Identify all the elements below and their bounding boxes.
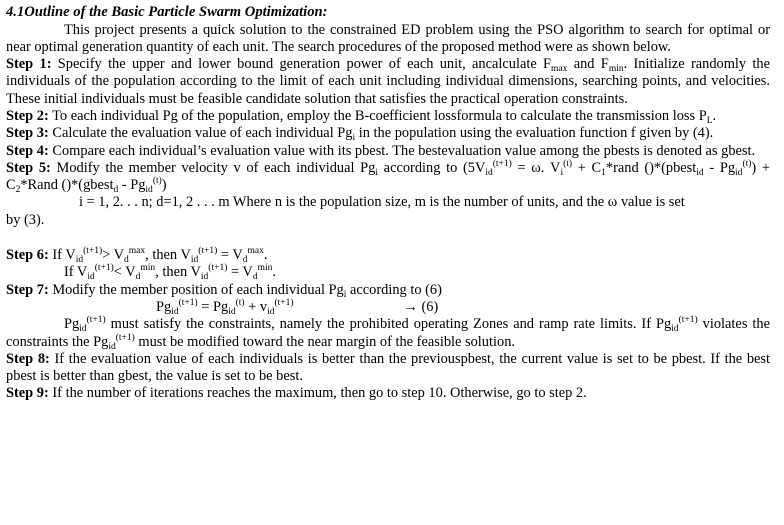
step-7-paragraph: $Pg_{id}^{(t+1)}$ must satisfy the constraints, namely the prohibited operating Zones and ramp rate limits. If $Pg_{id}^{(t+1)}$ violates the constraints the $Pg_{id}^{(t+1)}$ must be modified toward the near margin of the feasible solution. [6, 315, 770, 352]
step-label: Step 8: [6, 350, 50, 367]
step-9: Step 9: If the number of iterations reaches the maximum, then go to step 10. Otherwise, go to step 2. [6, 385, 587, 402]
step-6-line-2: If $V_{id}^{(t+1)}< V_d^{min}$, then $V_{id}^{(t+1)} = V_d^{min}$. [64, 263, 276, 283]
step-5-index-line: i = 1, 2. . . n; d=1, 2 . . . m Where n is the population size, m is the number of units, and the ω value is set [79, 194, 685, 211]
step-3: Step 3: Calculate the evaluation value of each individual $Pg_i$ in the population using the evaluation function f given by (4). [6, 125, 714, 144]
step-label: Step 6: [6, 247, 49, 264]
equation-number: → (6) [403, 298, 439, 315]
step-label: Step 4: [6, 142, 49, 159]
step-label: Step 3: [6, 125, 49, 142]
step-1: Step 1: Specify the upper and lower bound generation power of each unit, ancalculate $F_{max}$ and $F_{min}$. Initialize randomly the individuals of the population according to the limit of each unit including individual dimensions, searching points, and velocities. These initial individuals must be feasible candidate solution that satisfies the practical operation constraints. [6, 56, 770, 107]
step-label: Step 7: [6, 281, 49, 298]
step-label: Step 2: [6, 107, 49, 124]
step-5-end-line: by (3). [6, 211, 45, 228]
step-6: Step 6: If $V_{id}^{(t+1)}> V_d^{max}$, then $V_{id}^{(t+1)} = V_d^{max}$. [6, 246, 268, 266]
step-2: Step 2: To each individual Pg of the population, employ the B-coefficient lossformula to calculate the transmission loss $P_L$. [6, 107, 717, 126]
step-label: Step 5: [6, 159, 51, 176]
step-7: Step 7: Modify the member position of each individual $Pg_i$ according to (6) [6, 281, 442, 300]
step-label: Step 9: [6, 385, 49, 402]
step-8: Step 8: If the evaluation value of each individuals is better than the previouspbest, the current value is set to be pbest. If the best pbest is better than gbest, the value is set to be best. [6, 350, 770, 385]
intro-paragraph: This project presents a quick solution to the constrained ED problem using the PSO algorithm to search for optimal or near optimal generation quantity of each unit. The search procedures of the proposed method were as shown below. [6, 21, 770, 55]
step-4: Step 4: Compare each individual’s evaluation value with its pbest. The bestevaluation value among the pbests is denoted as gbest. [6, 142, 756, 159]
section-heading: 4.1Outline of the Basic Particle Swarm Optimization: [6, 4, 328, 20]
equation-6: $Pg_{id}^{(t+1)} = Pg_{id}^{(t)} + v_{id}^{(t+1)} \to (6)$ [156, 297, 439, 317]
step-5: Step 5: Modify the member velocity v of each individual $Pg_i$ according to ($5V_{id}^{(t+1)} = \omega$. $V_i^{(t)}$ + $C_1*rand$ ()*(pbest$_{id}$ - $Pg_{id}^{(t)}$) + $C_2*Rand$ ()*(gbest$_d$ - $Pg_{id}^{(t)}$) [6, 158, 770, 196]
blank-gap [6, 229, 770, 247]
step-label: Step 1: [6, 56, 52, 73]
